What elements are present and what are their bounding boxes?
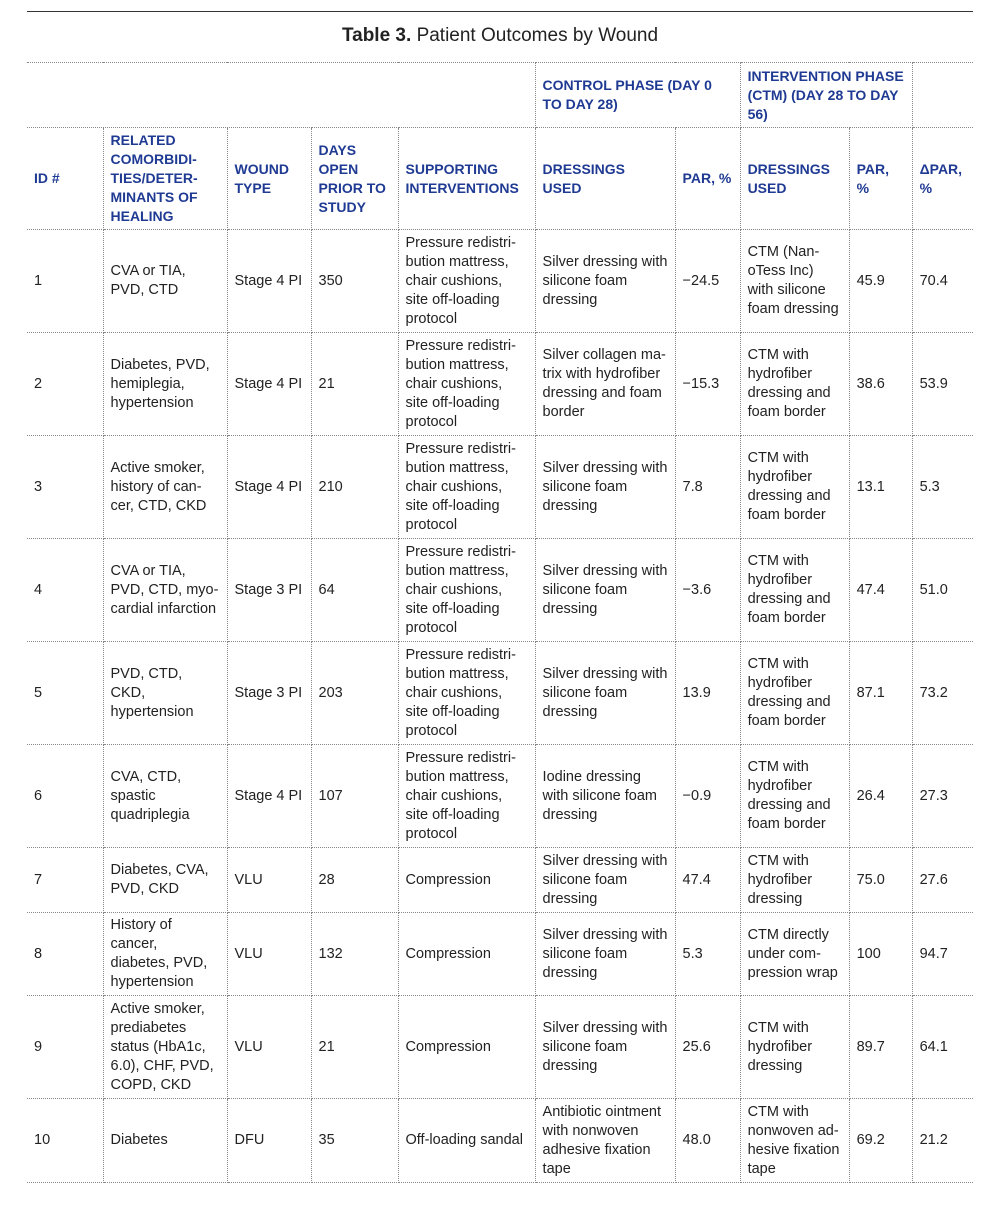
cell-id: 5	[27, 642, 103, 745]
cell-control-par: 5.3	[675, 913, 740, 996]
table-row	[27, 848, 973, 913]
cell-control-dressings: Silver dressing with silicone foam dressing	[535, 642, 675, 745]
cell-supporting: Pressure redistribution mattress, chair cushions, site off-loading protocol	[398, 230, 535, 333]
phase-header-blank	[27, 63, 535, 128]
cell-delta-par: 21.2	[912, 1099, 973, 1183]
table-caption: Patient Outcomes by Wound	[416, 25, 659, 46]
col-header-supporting: SUPPORTING INTERVENTIONS	[398, 128, 535, 230]
cell-delta-par: 27.3	[912, 745, 973, 848]
cell-comorbidities: CVA, CTD, spastic quadriplegia	[103, 745, 227, 848]
cell-delta-par: 27.6	[912, 848, 973, 913]
cell-intervention-dressings: CTM with hydrofiber dressing and foam border	[740, 642, 849, 745]
cell-control-par: −3.6	[675, 539, 740, 642]
cell-wound-type: Stage 4 PI	[227, 333, 311, 436]
col-header-control-dressings: DRESSINGS USED	[535, 128, 675, 230]
table-row	[27, 436, 973, 539]
cell-control-par: 47.4	[675, 848, 740, 913]
cell-intervention-dressings: CTM with nonwoven adhesive fixation tape	[740, 1099, 849, 1183]
cell-intervention-dressings: CTM with hydrofiber dressing and foam border	[740, 333, 849, 436]
cell-intervention-par: 100	[849, 913, 912, 996]
cell-comorbidities: PVD, CTD, CKD, hypertension	[103, 642, 227, 745]
cell-wound-type: Stage 3 PI	[227, 642, 311, 745]
cell-days-open: 21	[311, 333, 398, 436]
cell-days-open: 35	[311, 1099, 398, 1183]
intervention-phase-header: INTERVENTION PHASE (CTM) (DAY 28 TO DAY 56)	[740, 63, 912, 128]
cell-control-dressings: Silver dressing with silicone foam dressing	[535, 436, 675, 539]
cell-intervention-par: 89.7	[849, 996, 912, 1099]
cell-wound-type: DFU	[227, 1099, 311, 1183]
cell-intervention-par: 45.9	[849, 230, 912, 333]
cell-control-dressings: Silver dressing with silicone foam dressing	[535, 230, 675, 333]
phase-header-row	[27, 63, 973, 128]
cell-wound-type: Stage 4 PI	[227, 436, 311, 539]
cell-intervention-par: 26.4	[849, 745, 912, 848]
cell-id: 8	[27, 913, 103, 996]
cell-days-open: 203	[311, 642, 398, 745]
cell-intervention-par: 47.4	[849, 539, 912, 642]
col-header-days-open: DAYS OPEN PRIOR TO STUDY	[311, 128, 398, 230]
table-row	[27, 642, 973, 745]
cell-intervention-dressings: CTM with hydrofiber dressing	[740, 996, 849, 1099]
cell-id: 3	[27, 436, 103, 539]
cell-control-dressings: Silver dressing with silicone foam dressing	[535, 848, 675, 913]
cell-id: 9	[27, 996, 103, 1099]
cell-comorbidities: CVA or TIA, PVD, CTD, myocardial infarction	[103, 539, 227, 642]
cell-delta-par: 70.4	[912, 230, 973, 333]
cell-control-par: −24.5	[675, 230, 740, 333]
cell-control-dressings: Silver dressing with silicone foam dressing	[535, 539, 675, 642]
cell-comorbidities: Diabetes, PVD, hemiplegia, hypertension	[103, 333, 227, 436]
cell-control-par: −15.3	[675, 333, 740, 436]
cell-days-open: 64	[311, 539, 398, 642]
cell-supporting: Pressure redistribution mattress, chair cushions, site off-loading protocol	[398, 642, 535, 745]
cell-delta-par: 5.3	[912, 436, 973, 539]
cell-days-open: 350	[311, 230, 398, 333]
cell-delta-par: 73.2	[912, 642, 973, 745]
cell-control-par: 13.9	[675, 642, 740, 745]
col-header-wound-type: WOUND TYPE	[227, 128, 311, 230]
column-header-row	[27, 128, 973, 230]
cell-wound-type: VLU	[227, 913, 311, 996]
cell-intervention-dressings: CTM with hydrofiber dressing and foam border	[740, 745, 849, 848]
cell-supporting: Off-loading sandal	[398, 1099, 535, 1183]
cell-control-dressings: Antibiotic ointment with nonwoven adhesive fixation tape	[535, 1099, 675, 1183]
cell-days-open: 210	[311, 436, 398, 539]
cell-days-open: 21	[311, 996, 398, 1099]
cell-intervention-par: 38.6	[849, 333, 912, 436]
cell-id: 1	[27, 230, 103, 333]
table-row	[27, 539, 973, 642]
cell-control-dressings: Silver collagen matrix with hydrofiber dressing and foam border	[535, 333, 675, 436]
cell-supporting: Compression	[398, 913, 535, 996]
cell-intervention-par: 87.1	[849, 642, 912, 745]
cell-supporting: Compression	[398, 996, 535, 1099]
col-header-id: ID #	[27, 128, 103, 230]
cell-delta-par: 53.9	[912, 333, 973, 436]
col-header-intervention-par: PAR, %	[849, 128, 912, 230]
top-rule	[27, 11, 973, 12]
cell-delta-par: 51.0	[912, 539, 973, 642]
cell-wound-type: Stage 3 PI	[227, 539, 311, 642]
col-header-control-par: PAR, %	[675, 128, 740, 230]
cell-id: 4	[27, 539, 103, 642]
cell-id: 2	[27, 333, 103, 436]
cell-intervention-par: 13.1	[849, 436, 912, 539]
table-row	[27, 996, 973, 1099]
table-row	[27, 1099, 973, 1183]
cell-control-dressings: Silver dressing with silicone foam dressing	[535, 913, 675, 996]
cell-comorbidities: History of cancer, diabetes, PVD, hypertension	[103, 913, 227, 996]
cell-intervention-dressings: CTM directly under compression wrap	[740, 913, 849, 996]
cell-supporting: Pressure redistribution mattress, chair cushions, site off-loading protocol	[398, 333, 535, 436]
cell-id: 10	[27, 1099, 103, 1183]
cell-control-par: 25.6	[675, 996, 740, 1099]
cell-intervention-par: 69.2	[849, 1099, 912, 1183]
outcomes-table	[27, 62, 973, 1183]
cell-control-dressings: Iodine dressing with silicone foam dressing	[535, 745, 675, 848]
cell-delta-par: 94.7	[912, 913, 973, 996]
cell-comorbidities: Active smoker, prediabetes status (HbA1c, 6.0), CHF, PVD, COPD, CKD	[103, 996, 227, 1099]
cell-comorbidities: CVA or TIA, PVD, CTD	[103, 230, 227, 333]
cell-comorbidities: Diabetes	[103, 1099, 227, 1183]
col-header-intervention-dressings: DRESSINGS USED	[740, 128, 849, 230]
cell-control-par: −0.9	[675, 745, 740, 848]
cell-control-dressings: Silver dressing with silicone foam dressing	[535, 996, 675, 1099]
col-header-comorbidities: RELATED COMORBIDITIES/DETERMINANTS OF HEALING	[103, 128, 227, 230]
cell-supporting: Pressure redistribution mattress, chair cushions, site off-loading protocol	[398, 539, 535, 642]
cell-intervention-dressings: CTM (NanoTess Inc) with silicone foam dressing	[740, 230, 849, 333]
table-row	[27, 913, 973, 996]
cell-days-open: 132	[311, 913, 398, 996]
cell-wound-type: VLU	[227, 848, 311, 913]
phase-header-delta-blank	[912, 63, 973, 128]
cell-control-par: 48.0	[675, 1099, 740, 1183]
table-number: Table 3.	[341, 25, 412, 46]
cell-delta-par: 64.1	[912, 996, 973, 1099]
cell-intervention-dressings: CTM with hydrofiber dressing and foam border	[740, 436, 849, 539]
cell-wound-type: Stage 4 PI	[227, 745, 311, 848]
table-row	[27, 230, 973, 333]
table-row	[27, 333, 973, 436]
cell-comorbidities: Diabetes, CVA, PVD, CKD	[103, 848, 227, 913]
col-header-delta-par: ΔPAR, %	[912, 128, 973, 230]
cell-intervention-par: 75.0	[849, 848, 912, 913]
cell-wound-type: Stage 4 PI	[227, 230, 311, 333]
cell-intervention-dressings: CTM with hydrofiber dressing and foam border	[740, 539, 849, 642]
cell-id: 7	[27, 848, 103, 913]
cell-comorbidities: Active smoker, history of cancer, CTD, CKD	[103, 436, 227, 539]
cell-intervention-dressings: CTM with hydrofiber dressing	[740, 848, 849, 913]
cell-days-open: 28	[311, 848, 398, 913]
cell-supporting: Pressure redistribution mattress, chair cushions, site off-loading protocol	[398, 745, 535, 848]
cell-wound-type: VLU	[227, 996, 311, 1099]
cell-supporting: Pressure redistribution mattress, chair cushions, site off-loading protocol	[398, 436, 535, 539]
control-phase-header: CONTROL PHASE (DAY 0 TO DAY 28)	[535, 63, 740, 128]
cell-days-open: 107	[311, 745, 398, 848]
table-row	[27, 745, 973, 848]
cell-id: 6	[27, 745, 103, 848]
cell-control-par: 7.8	[675, 436, 740, 539]
cell-supporting: Compression	[398, 848, 535, 913]
table-title	[27, 25, 973, 47]
